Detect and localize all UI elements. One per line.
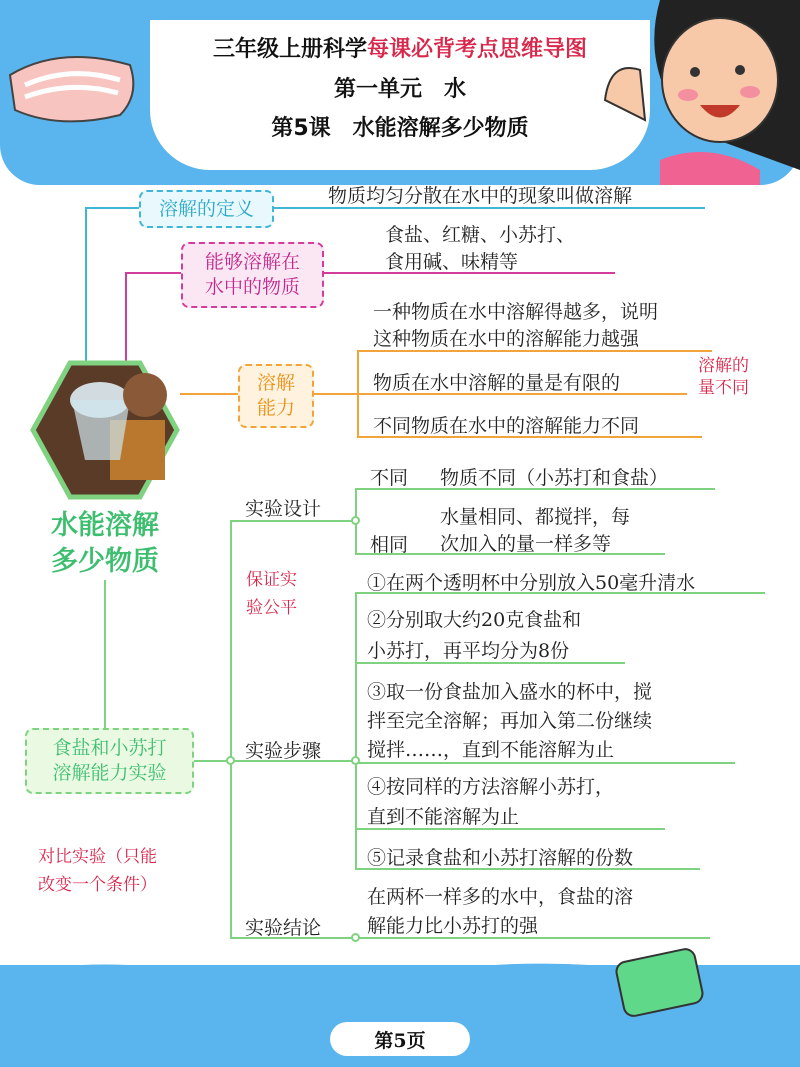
step1: ①在两个透明杯中分别放入50毫升清水 [367, 572, 696, 594]
connector-substances-vertical [125, 272, 127, 368]
design-label: 实验设计 [245, 498, 322, 520]
experiment-label-box [25, 728, 194, 794]
center-title [30, 508, 180, 580]
center-title-line2: 多少物质 [51, 546, 159, 577]
page-number-pill [330, 1022, 470, 1056]
step3-line2: 拌至完全溶解；再加入第二份继续 [367, 710, 653, 732]
ability-item2: 物质在水中溶解的量是有限的 [373, 372, 621, 394]
connector-substances-horizontal [125, 272, 181, 274]
ability-label-line1: 溶解 [256, 372, 295, 395]
steps-node [351, 756, 360, 765]
header-title [0, 32, 800, 63]
design-note-line1: 保证实 [246, 570, 297, 590]
design-same-line1: 水量相同、都搅拌，每 [440, 506, 631, 528]
design-diff-key: 不同 [370, 467, 409, 489]
definition-label-box [139, 190, 274, 228]
steps-label: 实验步骤 [245, 740, 322, 762]
ability-label-line2: 能力 [256, 397, 295, 419]
step2-line1: ②分别取大约20克食盐和 [367, 609, 582, 631]
definition-text: 物质均匀分散在水中的现象叫做溶解 [328, 185, 633, 207]
step3-line3: 搅拌……，直到不能溶解为止 [367, 739, 615, 761]
step4-line2: 直到不能溶解为止 [367, 806, 520, 828]
connector-experiment-vertical [104, 580, 106, 730]
unit-title: 第一单元 水 [333, 77, 466, 102]
design-same-key: 相同 [370, 534, 409, 556]
design-node [351, 516, 360, 525]
connector-definition-vertical [85, 208, 87, 368]
substances-label-box [181, 242, 324, 308]
conclusion-line1: 在两杯一样多的水中，食盐的溶 [367, 886, 634, 908]
center-title-line1: 水能溶解 [51, 510, 159, 541]
step3-line [355, 762, 735, 764]
experiment-label-line2: 溶解能力实验 [52, 762, 167, 784]
step5: ⑤记录食盐和小苏打溶解的份数 [367, 847, 634, 869]
ability-note-line2: 量不同 [698, 378, 749, 398]
ability-item3: 不同物质在水中的溶解能力不同 [373, 415, 640, 437]
conclusion-label: 实验结论 [245, 917, 322, 939]
definition-label: 溶解的定义 [158, 197, 254, 220]
experiment-stem [190, 760, 230, 762]
ability-note [698, 355, 749, 399]
lesson-title: 第5课 水能溶解多少物质 [271, 116, 529, 141]
center-photo [30, 360, 180, 500]
ability-stem [310, 393, 358, 395]
steps-bracket [355, 592, 357, 868]
conclusion-line2: 解能力比小苏打的强 [367, 915, 539, 937]
connector-definition-horizontal [85, 207, 139, 209]
ability-note-line1: 溶解的 [698, 356, 749, 376]
substances-text-line2: 食用碱、味精等 [385, 251, 519, 273]
step2-line2: 小苏打，再平均分为8份 [367, 640, 570, 662]
step3-line1: ③取一份食盐加入盛水的杯中，搅 [367, 681, 653, 703]
ability-item1-line2: 这种物质在水中的溶解能力越强 [373, 328, 640, 350]
conclusion-node [351, 933, 360, 942]
experiment-node [226, 756, 235, 765]
experiment-main-bracket [230, 520, 232, 938]
design-diff-text: 物质不同（小苏打和食盐） [440, 467, 669, 489]
ability-label-box [238, 364, 314, 428]
ability-item1-line1: 一种物质在水中溶解得越多，说明 [373, 301, 659, 323]
substances-text-line1: 食盐、红糖、小苏打、 [385, 224, 576, 246]
design-same-line2: 次加入的量一样多等 [440, 533, 612, 555]
experiment-note-line2: 改变一个条件） [38, 875, 157, 895]
header-title-highlight: 每课必背考点思维导图 [367, 37, 588, 62]
design-note [246, 566, 297, 622]
substances-label-line1: 能够溶解在 [204, 251, 300, 274]
header-title-prefix: 三年级上册科学 [212, 37, 367, 62]
experiment-note-line1: 对比实验（只能 [38, 847, 157, 867]
step4-line1: ④按同样的方法溶解小苏打， [367, 776, 615, 798]
experiment-label-line1: 食盐和小苏打 [52, 737, 167, 760]
design-note-line2: 验公平 [246, 598, 297, 618]
substances-label-line2: 水中的物质 [204, 276, 300, 298]
experiment-note [38, 843, 157, 899]
page-number: 第5页 [374, 1029, 426, 1052]
eraser-illustration [610, 945, 720, 1025]
connector-ability-horizontal [180, 393, 238, 395]
